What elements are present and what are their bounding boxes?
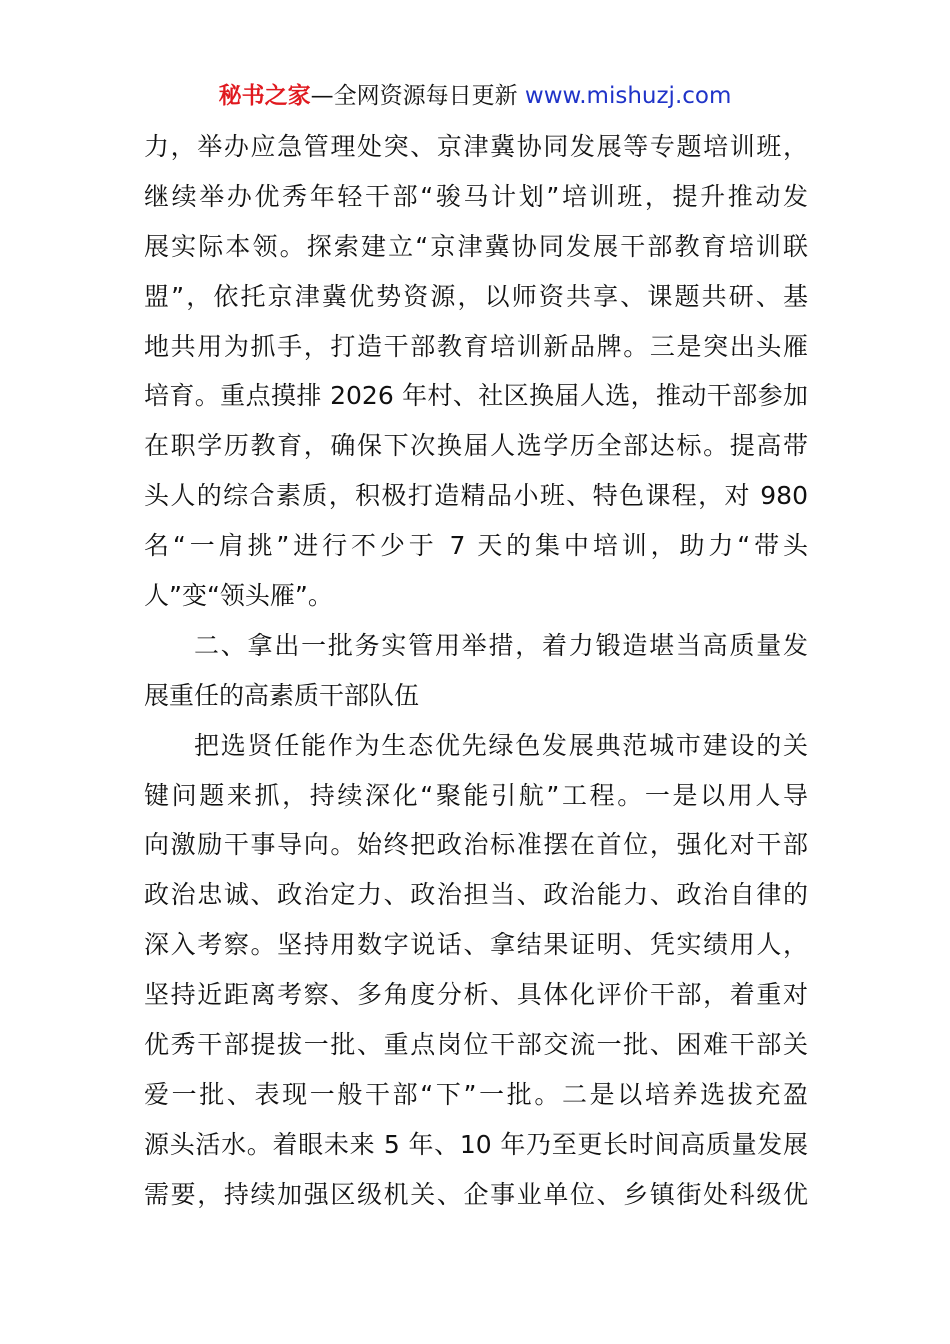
text-line: 把选贤任能作为生态优先绿色发展典范城市建设的关 (194, 730, 808, 760)
text-line: 培育。重点摸排 2026 年村、社区换届人选，推动干部参加 (144, 381, 808, 411)
header-tagline: —全网资源每日更新 (310, 83, 525, 109)
text-line: 名“一肩挑”进行不少于 7 天的集中培训，助力“带头 (144, 531, 808, 561)
text-line: 力，举办应急管理处突、京津冀协同发展等专题培训班， (144, 132, 808, 161)
website-link[interactable]: www.mishuzj.com (524, 83, 732, 109)
text-line: 展实际本领。探索建立“京津冀协同发展干部教育培训联 (144, 231, 808, 261)
text-line: 地共用为抓手，打造干部教育培训新品牌。三是突出头雁 (144, 331, 808, 361)
text-line: 需要，持续加强区级机关、企事业单位、乡镇街处科级优 (144, 1179, 808, 1209)
section-heading-line: 展重任的高素质干部队伍 (144, 680, 420, 710)
text-line: 深入考察。坚持用数字说话、拿结果证明、凭实绩用人， (144, 930, 808, 960)
text-line: 优秀干部提拔一批、重点岗位干部交流一批、困难干部关 (144, 1030, 808, 1060)
text-line: 键问题来抓，持续深化“聚能引航”工程。一是以用人导 (144, 780, 808, 810)
text-line: 政治忠诚、政治定力、政治担当、政治能力、政治自律的 (144, 880, 808, 910)
text-line: 坚持近距离考察、多角度分析、具体化评价干部，着重对 (144, 980, 808, 1010)
text-line: 头人的综合素质，积极打造精品小班、特色课程，对 980 (144, 481, 808, 511)
page-header (0, 80, 950, 112)
text-line: 爱一批、表现一般干部“下”一批。二是以培养选拔充盈 (144, 1079, 808, 1109)
text-line: 源头活水。着眼未来 5 年、10 年乃至更长时间高质量发展 (144, 1129, 808, 1159)
text-line: 继续举办优秀年轻干部“骏马计划”培训班，提升推动发 (144, 181, 808, 211)
brand-name: 秘书之家 (218, 83, 311, 109)
text-line: 在职学历教育，确保下次换届人选学历全部达标。提高带 (144, 431, 808, 461)
text-line: 向激励干事导向。始终把政治标准摆在首位，强化对干部 (144, 830, 808, 860)
section-heading-line: 二、拿出一批务实管用举措，着力锻造堪当高质量发 (194, 630, 808, 660)
text-line: 人”变“领头雁”。 (144, 581, 333, 611)
document-body (144, 122, 808, 1220)
text-line: 盟”，依托京津冀优势资源，以师资共享、课题共研、基 (144, 281, 808, 311)
